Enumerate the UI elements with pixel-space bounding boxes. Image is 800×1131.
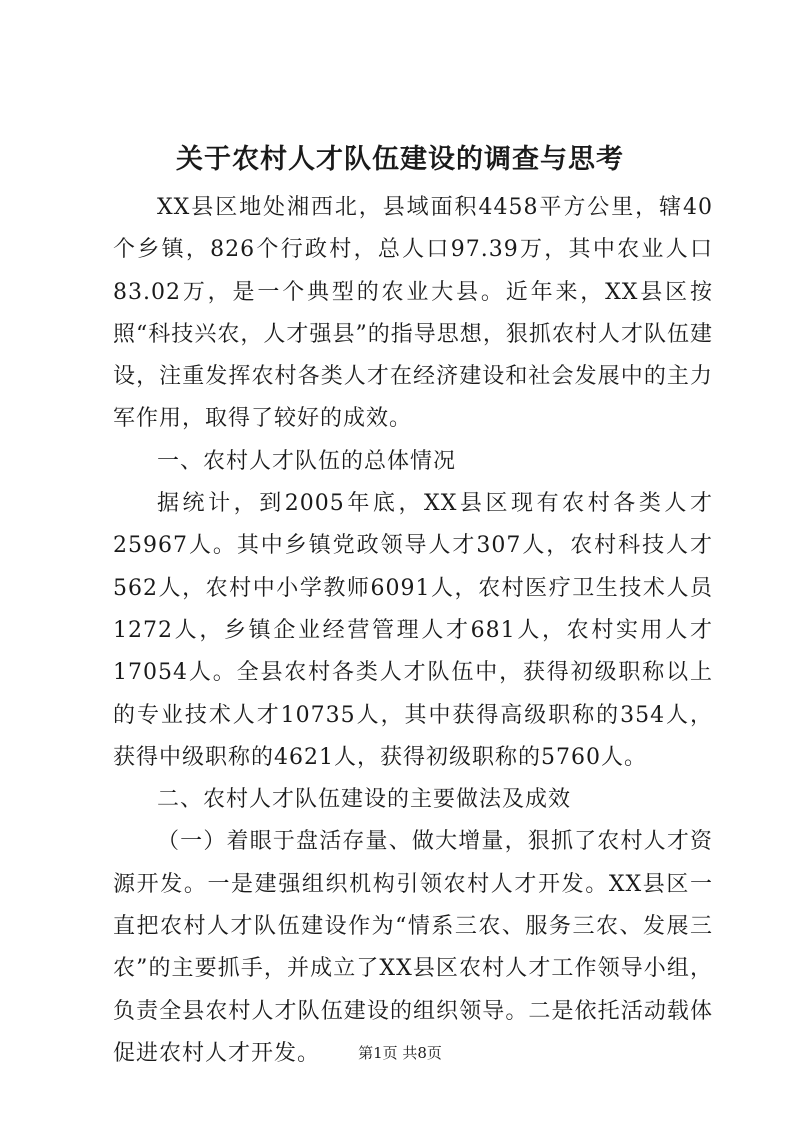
paragraph-intro: XX县区地处湘西北，县域面积4458平方公里，辖40个乡镇，826个行政村，总人口97.39万，其中农业人口83.02万，是一个典型的农业大县。近年来，XX县区按照“科技兴农，人才强县”的指导思想，狠抓农村人才队伍建设，注重发挥农村各类人才在经济建设和社会发展中的主力军作用，取得了较好的成效。 (113, 195, 713, 432)
page-number-footer: 第1页 共8页 (358, 1044, 442, 1062)
section-heading-practices: 二、农村人才队伍建设的主要做法及成效 (157, 787, 572, 813)
paragraph-practices: （一）着眼于盘活存量、做大增量，狠抓了农村人才资源开发。一是建强组织机构引领农村人才开发。XX县区一直把农村人才队伍建设作为“情系三农、服务三农、发展三农”的主要抓手，并成立了XX县区农村人才工作领导小组，负责全县农村人才队伍建设的组织领导。二是依托活动载体促进农村人才开发。 (113, 829, 713, 1066)
document-title: 关于农村人才队伍建设的调查与思考 (176, 144, 624, 175)
document-body (113, 187, 713, 1075)
section-heading-overview: 一、农村人才队伍的总体情况 (157, 448, 457, 474)
paragraph-statistics: 据统计，到2005年底，XX县区现有农村各类人才25967人。其中乡镇党政领导人才307人，农村科技人才562人，农村中小学教师6091人，农村医疗卫生技术人员1272人，乡镇企业经营管理人才681人，农村实用人才17054人。全县农村各类人才队伍中，获得初级职称以上的专业技术人才10735人，其中获得高级职称的354人，获得中级职称的4621人，获得初级职称的5760人。 (113, 491, 713, 770)
